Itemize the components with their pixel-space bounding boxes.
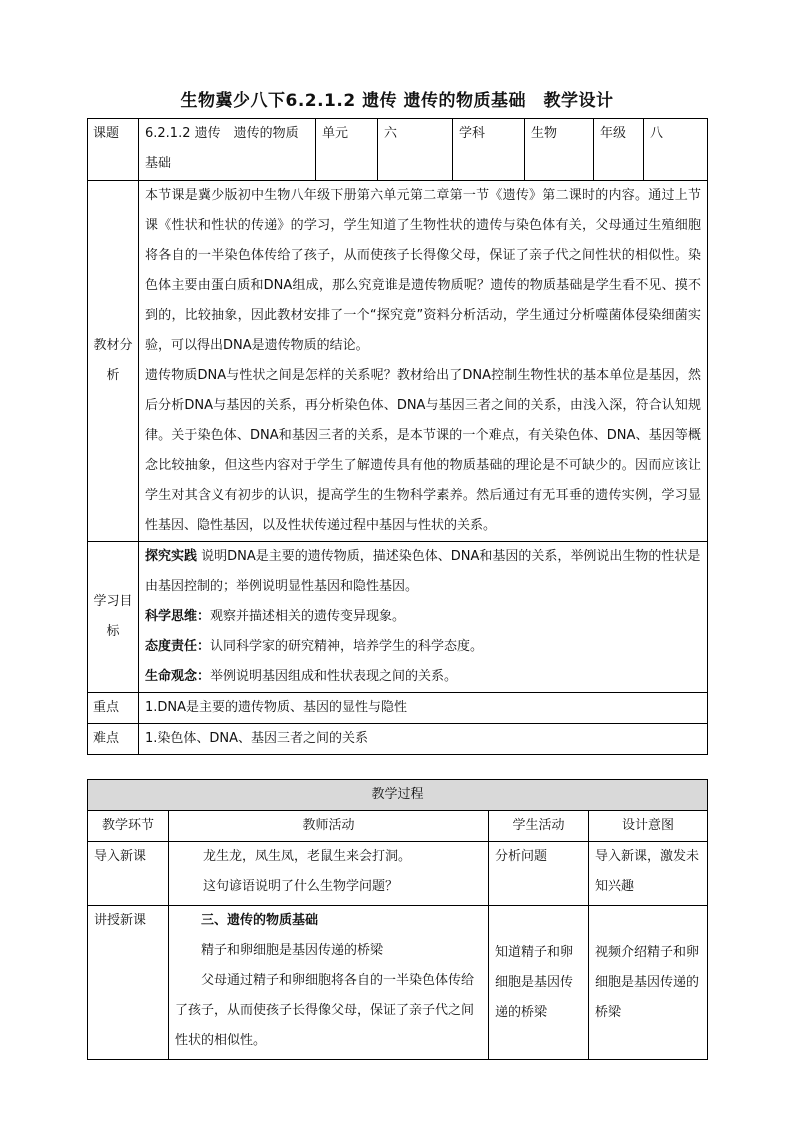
analysis-paragraph-1: 本节课是冀少版初中生物八年级下册第六单元第二章第一节《遗传》第二课时的内容。通过上节课《性状和性状的传递》的学习，学生知道了生物性状的遗传与染色体有关，父母通过生殖细胞将各自的一半染色体传给了孩子，从而使孩子长得像父母，保证了亲子代之间性状的相似性。染色体主要由蛋白质和DNA组成，那么究竟谁是遗传物质呢？遗传的物质基础是学生看不见、摸不到的，比较抽象，因此教材安排了一个“探究竟”资料分析活动，学生通过分析噬菌体侵染细菌实验，可以得出DNA是遗传物质的结论。: [145, 188, 701, 353]
intent-lecture: 视频介绍精子和卵细胞是基因传递的桥梁: [589, 906, 708, 1060]
analysis-row: [88, 181, 708, 542]
process-row-intro: [88, 842, 708, 906]
goals-label: 学习目标: [88, 542, 139, 693]
goal-inquiry-text: 说明DNA是主要的遗传物质，描述染色体、DNA和基因的关系，举例说出生物的性状是由基因控制的；举例说明显性基因和隐性基因。: [145, 549, 701, 594]
goals-row: [88, 542, 708, 693]
intent-intro: 导入新课，激发未知兴趣: [589, 842, 708, 906]
lesson-info-table: [87, 118, 708, 755]
goal-attitude-text: 认同科学家的研究精神，培养学生的科学态度。: [210, 639, 484, 654]
teacher-intro: [169, 842, 489, 906]
unit-value: 六: [378, 119, 453, 181]
goal-attitude-title: 态度责任：: [145, 639, 211, 654]
teaching-process-table: [87, 779, 708, 1060]
col-teacher: 教师活动: [169, 811, 489, 842]
lesson-label: 课题: [88, 119, 139, 181]
student-intro: 分析问题: [489, 842, 589, 906]
goal-thinking: [145, 602, 701, 632]
teacher-lecture-heading: 三、遗传的物质基础: [201, 913, 319, 928]
goal-thinking-text: 观察并描述相关的遗传变异现象。: [210, 609, 406, 624]
goal-attitude: [145, 632, 701, 662]
teacher-intro-line-1: 龙生龙，凤生凤，老鼠生来会打洞。: [203, 849, 412, 864]
goal-thinking-title: 科学思维：: [145, 609, 211, 624]
goal-life: [145, 662, 701, 692]
stage-lecture: 讲授新课: [88, 906, 169, 1060]
teacher-lecture-subheading: 精子和卵细胞是基因传递的桥梁: [201, 943, 384, 958]
teacher-intro-line-2: 这句谚语说明了什么生物学问题？: [203, 879, 399, 894]
col-intent: 设计意图: [589, 811, 708, 842]
grade-value: 八: [644, 119, 708, 181]
page-title: 生物冀少八下6.2.1.2 遗传 遗传的物质基础 教学设计: [180, 91, 614, 111]
key-label: 重点: [88, 693, 139, 724]
analysis-paragraph-2: 遗传物质DNA与性状之间是怎样的关系呢？教材给出了DNA控制生物性状的基本单位是基因，然后分析DNA与基因的关系，再分析染色体、DNA与基因三者之间的关系，由浅入深，符合认知规律。关于染色体、DNA和基因三者的关系，是本节课的一个难点，有关染色体、DNA、基因等概念比较抽象，但这些内容对于学生了解遗传具有他的物质基础的理论是不可缺少的。因而应该让学生对其含义有初步的认识，提高学生的生物科学素养。然后通过有无耳垂的遗传实例，学习显性基因、隐性基因，以及性状传递过程中基因与性状的关系。: [145, 368, 701, 533]
subject-value: 生物: [525, 119, 594, 181]
grade-label: 年级: [594, 119, 644, 181]
unit-label: 单元: [316, 119, 378, 181]
lesson-value: 6.2.1.2 遗传 遗传的物质基础: [139, 119, 316, 181]
process-columns-row: [88, 811, 708, 842]
col-student: 学生活动: [489, 811, 589, 842]
student-lecture: 知道精子和卵细胞是基因传递的桥梁: [489, 906, 589, 1060]
difficulty-row: [88, 724, 708, 755]
process-header-row: [88, 780, 708, 811]
difficulty-value: 1.染色体、DNA、基因三者之间的关系: [139, 724, 708, 755]
analysis-content: [139, 181, 708, 542]
stage-intro: 导入新课: [88, 842, 169, 906]
lesson-row: [88, 119, 708, 181]
key-value: 1.DNA是主要的遗传物质、基因的显性与隐性: [139, 693, 708, 724]
process-row-lecture: [88, 906, 708, 1060]
difficulty-label: 难点: [88, 724, 139, 755]
teacher-lecture-paragraph: 父母通过精子和卵细胞将各自的一半染色体传给了孩子，从而使孩子长得像父母，保证了亲子代之间性状的相似性。: [175, 973, 475, 1048]
teacher-lecture: [169, 906, 489, 1060]
col-stage: 教学环节: [88, 811, 169, 842]
goals-content: [139, 542, 708, 693]
process-header: 教学过程: [88, 780, 708, 811]
goal-life-title: 生命观念：: [145, 669, 211, 684]
goal-inquiry: [145, 542, 701, 602]
goal-inquiry-title: 探究实践: [145, 549, 198, 564]
goal-life-text: 举例说明基因组成和性状表现之间的关系。: [210, 669, 458, 684]
subject-label: 学科: [453, 119, 525, 181]
key-point-row: [88, 693, 708, 724]
analysis-label: 教材分析: [88, 181, 139, 542]
